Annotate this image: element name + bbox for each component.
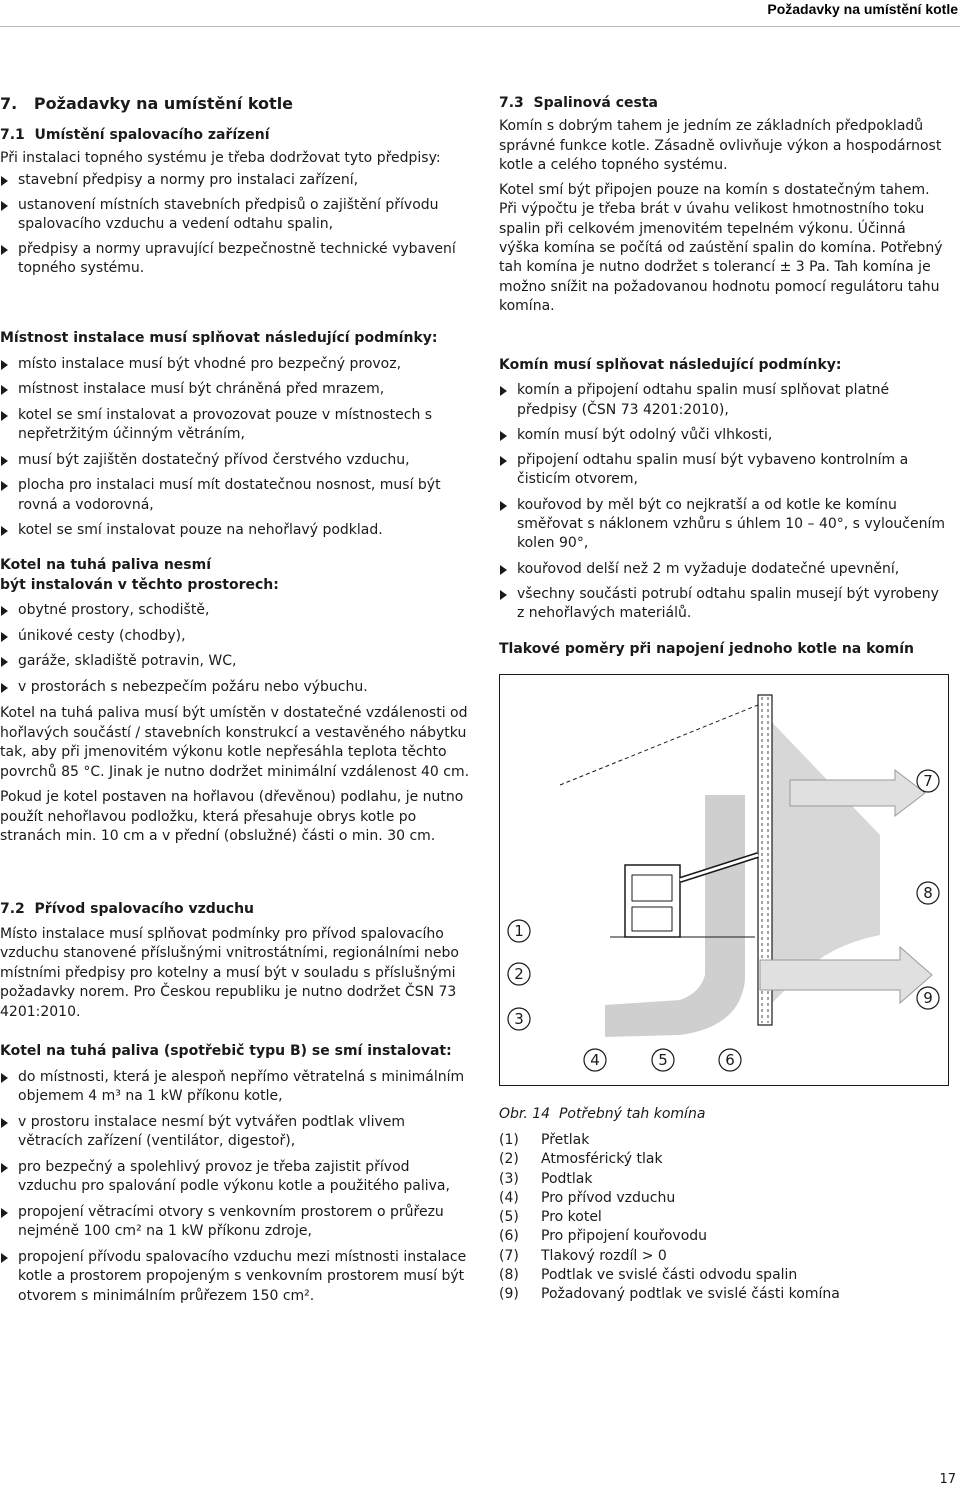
block-heading: Místnost instalace musí splňovat následující podmínky: (0, 330, 438, 346)
forbidden-spaces (0, 556, 470, 697)
list-item: pro bezpečný a spolehlivý provoz je třeba zajistit přívod vzduchu pro spalování podle výkonu kotle a použitého paliva, (0, 1158, 470, 1197)
label-7 (917, 770, 939, 792)
block-heading: Komín musí splňovat následující podmínky: (499, 357, 842, 373)
list-item: kotel se smí instalovat pouze na nehořlavý podklad. (0, 521, 470, 541)
list-item: připojení odtahu spalin musí být vybaveno kontrolním a čisticím otvorem, (499, 451, 949, 490)
label-5 (652, 1049, 674, 1071)
bullet-list (0, 601, 470, 697)
running-header: Požadavky na umístění kotle (767, 1, 958, 17)
paragraph: Pokud je kotel postaven na hořlavou (dřevěnou) podlahu, je nutno použít nehořlavou podložku, která přesahuje obrys kotle po stranách min. 10 cm a v přední (obslužné) části o min. 30 cm. (0, 789, 464, 844)
type-b-conditions (0, 1042, 470, 1306)
list-item: komín musí být odolný vůči vlhkosti, (499, 426, 949, 445)
figure-title: Tlakové poměry při napojení jednoho kotle na komín (499, 641, 915, 657)
bullet-arrow-icon (1, 1253, 8, 1263)
page-number: 17 (939, 1472, 956, 1487)
list-item: předpisy a normy upravující bezpečnostně technické vybavení topného systému. (0, 240, 470, 279)
svg-text:6: 6 (725, 1051, 735, 1069)
list-item: propojení přívodu spalovacího vzduchu mezi místnosti instalace kotle a prostorem propojeným s venkovním prostorem musí být otvorem s minimálním průřezem 150 cm². (0, 1248, 470, 1307)
chimney-diagram (500, 675, 947, 1084)
list-item: v prostorách s nebezpečím požáru nebo výbuchu. (0, 678, 470, 698)
list-item: místo instalace musí být vhodné pro bezpečný provoz, (0, 355, 470, 375)
bullet-arrow-icon (1, 385, 8, 395)
svg-text:1: 1 (514, 922, 524, 940)
list-item: garáže, skladiště potravin, WC, (0, 652, 470, 672)
label-2 (508, 963, 530, 985)
bullet-arrow-icon (1, 176, 8, 186)
bullet-arrow-icon (1, 1118, 8, 1128)
svg-text:5: 5 (658, 1051, 668, 1069)
block-heading: Kotel na tuhá paliva (spotřebič typu B) se smí instalovat: (0, 1043, 452, 1059)
label-6 (719, 1049, 741, 1071)
figure-heading-block (499, 640, 949, 659)
section-title: 7.3 Spalinová cesta (499, 95, 658, 111)
svg-text:8: 8 (923, 884, 933, 902)
list-item: musí být zajištěn dostatečný přívod čerstvého vzduchu, (0, 451, 470, 471)
block-heading-line: být instalován v těchto prostorech: (0, 576, 279, 593)
paragraph: Kotel smí být připojen pouze na komín s dostatečným tahem. Při výpočtu je třeba brát v úvahu velikost hmotnostního toku spalin při celkovém jmenovitém tepelném výkonu. Účinná výška komína se počítá od zaústění spalin do komína. Potřebný tah komína je nutno dodržet s tolerancí ± 3 Pa. Tah komína je možno snížit na požadovanou hodnotu pomocí regulátoru tahu komína. (499, 182, 943, 314)
chimney-draft-figure (499, 674, 949, 1086)
section-7-1 (0, 126, 470, 279)
section-title: 7.1 Umístění spalovacího zařízení (0, 127, 270, 143)
svg-text:7: 7 (923, 772, 933, 790)
chapter-title: 7. Požadavky na umístění kotle (0, 94, 294, 113)
section-title: 7.2 Přívod spalovacího vzduchu (0, 901, 254, 917)
bullet-arrow-icon (1, 360, 8, 370)
bullet-arrow-icon (1, 411, 8, 421)
bullet-list (0, 1068, 470, 1307)
bullet-arrow-icon (1, 683, 8, 693)
room-conditions (0, 329, 470, 541)
bullet-arrow-icon (1, 657, 8, 667)
bullet-arrow-icon (1, 201, 8, 211)
label-8 (917, 882, 939, 904)
bullet-arrow-icon (500, 386, 507, 396)
section-7-3 (499, 94, 949, 316)
list-item: únikové cesty (chodby), (0, 627, 470, 647)
list-item: v prostoru instalace nesmí být vytvářen podtlak vlivem větracích zařízení (ventilátor, digestoř), (0, 1113, 470, 1152)
bullet-arrow-icon (1, 1073, 8, 1083)
block-heading-line: Kotel na tuhá paliva nesmí (0, 557, 212, 573)
label-1 (508, 920, 530, 942)
header-rule (0, 26, 960, 27)
list-item: do místnosti, která je alespoň nepřímo větratelná s minimálním objemem 4 m³ na 1 kW příkonu kotle, (0, 1068, 470, 1107)
bullet-arrow-icon (500, 501, 507, 511)
list-item: stavební předpisy a normy pro instalaci zařízení, (0, 171, 470, 191)
list-item: obytné prostory, schodiště, (0, 601, 470, 621)
bullet-arrow-icon (1, 456, 8, 466)
bullet-arrow-icon (500, 565, 507, 575)
svg-text:2: 2 (514, 965, 524, 983)
list-item: všechny součásti potrubí odtahu spalin musejí být vyrobeny z nehořlavých materiálů. (499, 585, 949, 624)
bullet-arrow-icon (1, 1208, 8, 1218)
section-7-2 (0, 900, 470, 1022)
paragraph: Kotel na tuhá paliva musí být umístěn v dostatečné vzdálenosti od hořlavých součástí / stavebních konstrukcí a vestavěného nábytku tak, aby při jmenovitém výkonu kotle nepřesáhla teplota těchto povrchů 85 °C. Jinak je nutno dodržet minimální vzdálenost 40 cm. (0, 705, 470, 780)
svg-text:9: 9 (923, 989, 933, 1007)
bullet-arrow-icon (1, 1163, 8, 1173)
bullet-arrow-icon (1, 526, 8, 536)
list-item: kouřovod by měl být co nejkratší a od kotle ke komínu směřovat s náklonem vzhůru s úhlem 10 – 40°, s vyloučením kolen 90°, (499, 496, 949, 554)
paragraph: Místo instalace musí splňovat podmínky pro přívod spalovacího vzduchu stanovené příslušnými vnitrostátními, regionálními nebo místními předpisy pro kotelny a musí být v souladu s příslušnými požadavky norem. Pro Českou republiku je nutno dodržet ČSN 73 4201:2010. (0, 925, 459, 1020)
list-item: ustanovení místních stavebních předpisů o zajištění přívodu spalovacího vzduchu a vedení odtahu spalin, (0, 196, 470, 235)
bullet-arrow-icon (500, 456, 507, 466)
list-item: propojení větracími otvory s venkovním prostorem o průřezu nejméně 100 cm² na 1 kW příkonu zdroje, (0, 1203, 470, 1242)
list-item: komín a připojení odtahu spalin musí splňovat platné předpisy (ČSN 73 4201:2010), (499, 381, 949, 420)
bullet-list (499, 381, 949, 623)
distance-rules (0, 704, 470, 847)
paragraph: Při instalaci topného systému je třeba dodržovat tyto předpisy: (0, 149, 441, 166)
label-9 (917, 987, 939, 1009)
bullet-arrow-icon (1, 245, 8, 255)
bullet-arrow-icon (500, 431, 507, 441)
label-4 (584, 1049, 606, 1071)
paragraph: Komín s dobrým tahem je jedním ze základních předpokladů správné funkce kotle. Zásadně ovlivňuje výkon a hospodárnost kotle a celého topného systému. (499, 118, 942, 173)
bullet-arrow-icon (1, 632, 8, 642)
bullet-arrow-icon (1, 606, 8, 616)
figure-caption: Obr. 14 Potřebný tah komína (499, 1106, 706, 1122)
bullet-arrow-icon (1, 481, 8, 491)
svg-text:3: 3 (514, 1010, 524, 1028)
list-item: kotel se smí instalovat a provozovat pouze v místnostech s nepřetržitým účinným větráním, (0, 406, 470, 445)
list-item: plocha pro instalaci musí mít dostatečnou nosnost, musí být rovná a vodorovná, (0, 476, 470, 515)
bullet-list (0, 355, 470, 541)
bullet-list (0, 171, 470, 279)
list-item: místnost instalace musí být chráněná před mrazem, (0, 380, 470, 400)
label-3 (508, 1008, 530, 1030)
svg-text:4: 4 (590, 1051, 600, 1069)
bullet-arrow-icon (500, 590, 507, 600)
chimney-conditions (499, 356, 949, 624)
list-item: kouřovod delší než 2 m vyžaduje dodatečné upevnění, (499, 560, 949, 579)
roof-line (560, 705, 758, 785)
